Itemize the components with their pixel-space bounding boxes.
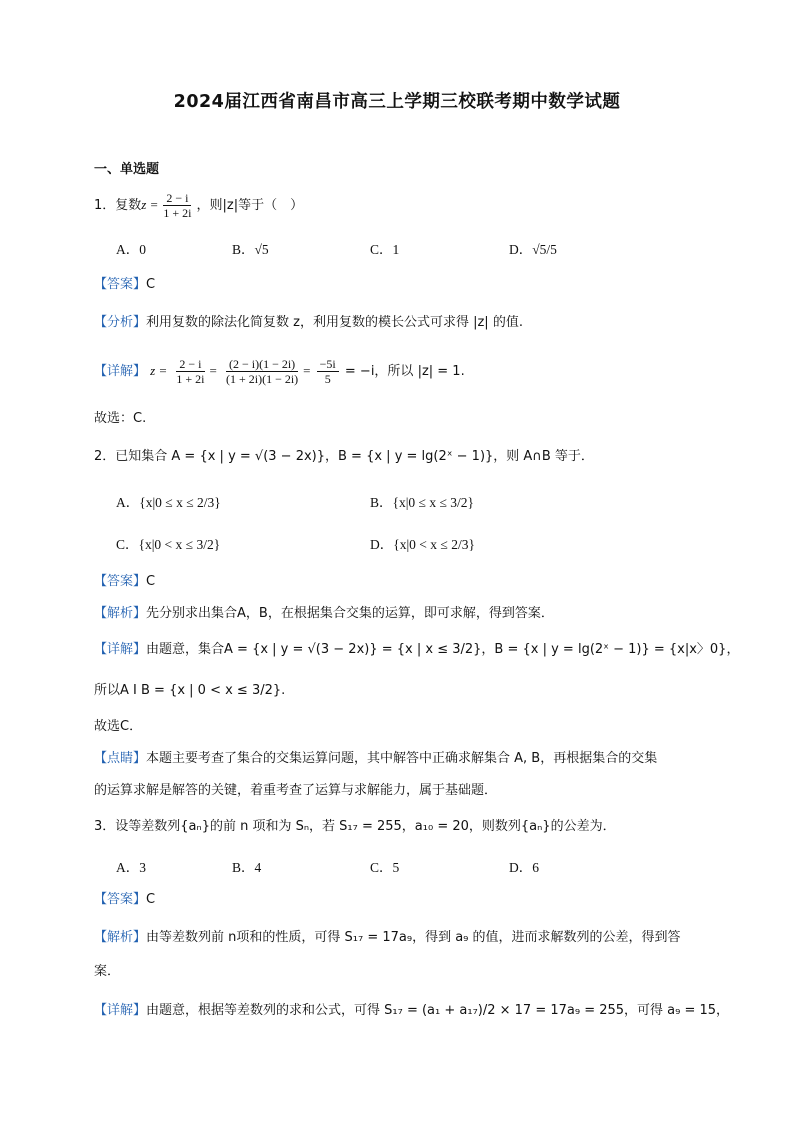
q3-option-b: B．4 (232, 860, 262, 875)
q2-option-a: A．{x|0 ≤ x ≤ 2/3} (116, 495, 221, 510)
q3-analysis: 【解析】由等差数列前 n项和的性质，可得 S₁₇ = 17a₉，得到 a₉ 的值，进而求解数列的公差，得到答 (94, 930, 681, 945)
analysis-tag: 【分析】 (94, 315, 147, 330)
q2-analysis: 【解析】先分别求出集合A，B，在根据集合交集的运算，即可求解，得到答案． (94, 606, 554, 621)
q3-analysis-2: 案． (94, 964, 121, 979)
q1-option-c: C．1 (370, 242, 400, 257)
q2-conclusion: 故选C． (94, 719, 143, 734)
q1-conclusion: 故选：C. (94, 411, 147, 426)
q1-analysis: 【分析】利用复数的除法化简复数 z，利用复数的模长公式可求得 |z| 的值. (94, 315, 523, 330)
q3-option-c: C．5 (370, 860, 400, 875)
detail-tag: 【详解】 (94, 642, 147, 657)
q2-stem: 2．已知集合 A = {x | y = √(3 − 2x)}，B = {x | y = lg(2ˣ − 1)}，则 A∩B 等于． (94, 449, 594, 464)
section-heading: 一、单选题 (94, 162, 160, 177)
answer-tag: 【答案】 (94, 892, 147, 907)
q2-comment-2: 的运算求解是解答的关键，着重考查了运算与求解能力，属于基础题． (94, 783, 498, 798)
page-title: 2024届江西省南昌市高三上学期三校联考期中数学试题 (173, 92, 621, 112)
q1-option-d: D．√5/5 (509, 242, 557, 257)
q2-option-b: B．{x|0 ≤ x ≤ 3/2} (370, 495, 474, 510)
answer-tag: 【答案】 (94, 574, 147, 589)
q1-stem: 1．复数z = $\frac{2 - i}{1 + 2i}$ ，则|z|等于（ ） (94, 191, 304, 220)
detail-tag: 【详解】 (94, 1003, 147, 1018)
q1-option-b: B．√5 (232, 242, 269, 257)
q3-detail: 【详解】由题意，根据等差数列的求和公式，可得 S₁₇ = (a₁ + a₁₇)/2 × 17 = 17a₉ = 255，可得 a₉ = 15， (94, 1003, 730, 1018)
q1-detail: 【详解】 z = $\frac{2 - i}{1 + 2i}$ = $\frac{(2 - i)(1 - 2i)}{(1 + 2i)(1 - 2i)}$ = $\frac{-5i}{5}$ = −i，所以 |z| = 1. (94, 357, 465, 386)
q3-stem: 3．设等差数列{aₙ}的前 n 项和为 Sₙ，若 S₁₇ = 255，a₁₀ = 20，则数列{aₙ}的公差为． (94, 819, 616, 834)
q1-answer: 【答案】C (94, 277, 156, 292)
q2-detail-2: 所以A I B = {x | 0 < x ≤ 3/2}. (94, 683, 286, 698)
q3-answer: 【答案】C (94, 892, 156, 907)
q2-answer: 【答案】C (94, 574, 156, 589)
answer-tag: 【答案】 (94, 277, 147, 292)
q2-detail: 【详解】由题意，集合A = {x | y = √(3 − 2x)} = {x | x ≤ 3/2}，B = {x | y = lg(2ˣ − 1)} = {x|x〉0}， (94, 642, 740, 657)
analysis-tag: 【解析】 (94, 930, 147, 945)
q3-option-a: A．3 (116, 860, 146, 875)
q1-option-a: A．0 (116, 242, 146, 257)
q2-comment: 【点睛】本题主要考查了集合的交集运算问题，其中解答中正确求解集合 A, B，再根据集合的交集 (94, 751, 658, 766)
q2-option-d: D．{x|0 < x ≤ 2/3} (370, 537, 475, 552)
analysis-tag: 【解析】 (94, 606, 147, 621)
comment-tag: 【点睛】 (94, 751, 147, 766)
q3-option-d: D．6 (509, 860, 539, 875)
detail-tag: 【详解】 (94, 364, 147, 379)
q2-option-c: C．{x|0 < x ≤ 3/2} (116, 537, 221, 552)
